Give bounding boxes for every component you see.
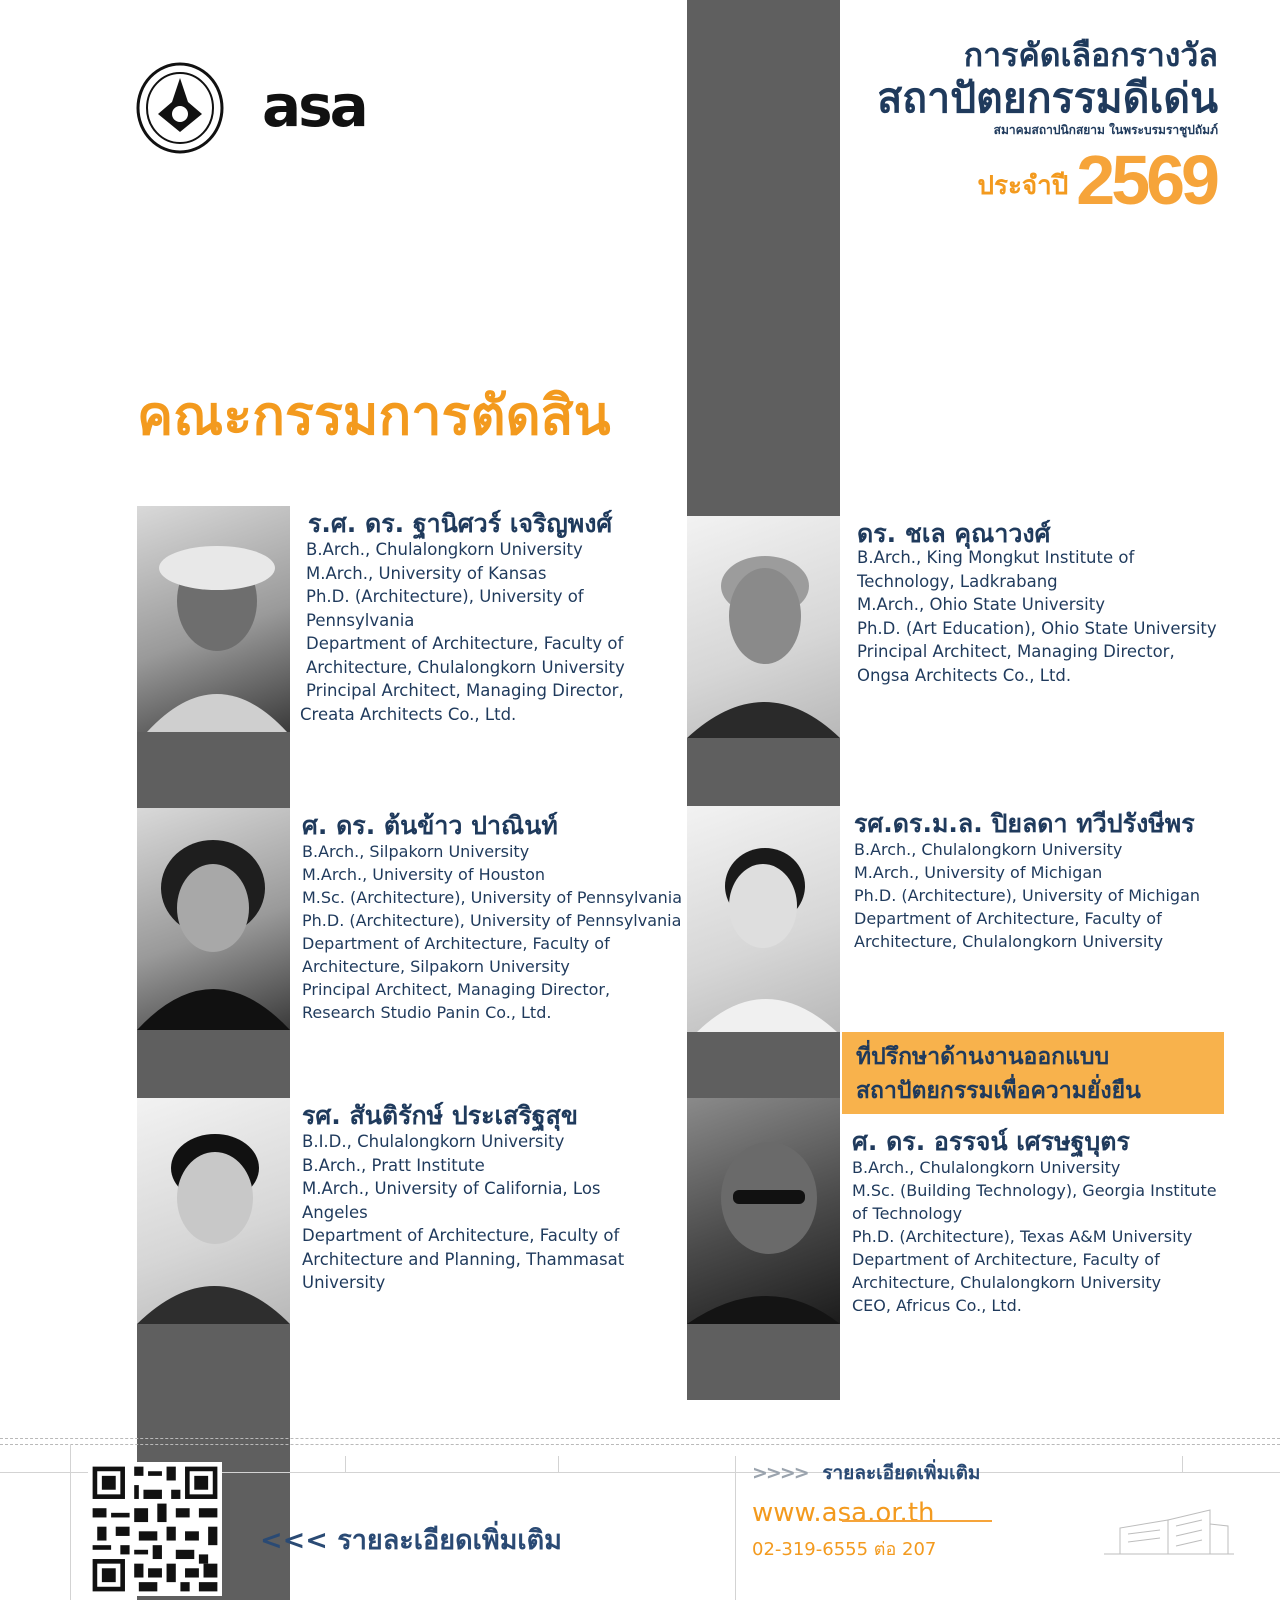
footer-grid-line bbox=[345, 1456, 346, 1472]
footer-grid-line bbox=[560, 1472, 735, 1473]
advisor-label-line2: สถาปัตยกรรมเพื่อความยั่งยืน bbox=[856, 1078, 1141, 1104]
judge-credentials-5 bbox=[302, 1130, 662, 1295]
award-title-line2: สถาปัตยกรรมดีเด่น bbox=[877, 74, 1218, 122]
footer-grid-line bbox=[70, 1444, 71, 1600]
credential-line: M.Arch., Ohio State University bbox=[857, 595, 1105, 614]
credential-line: Principal Architect, Managing Director, Research Studio Panin Co., Ltd. bbox=[302, 980, 611, 1022]
credential-line: M.Sc. (Architecture), University of Pennsylvania bbox=[302, 888, 683, 907]
judge-photo-3 bbox=[137, 808, 290, 1030]
judge-photo-6 bbox=[687, 1098, 840, 1324]
year-number: 2569 bbox=[1076, 141, 1216, 219]
credential-line: B.Arch., King Mongkut Institute of Technology, Ladkrabang bbox=[857, 548, 1135, 591]
footer-divider bbox=[0, 1444, 1280, 1445]
judge-photo-5 bbox=[137, 1098, 290, 1324]
website-underline bbox=[842, 1520, 992, 1522]
judge-name-3: ศ. ดร. ต้นข้าว ปาณินท์ bbox=[302, 811, 558, 840]
credential-line: B.Arch., Chulalongkorn University bbox=[306, 540, 583, 559]
credential-line: Ph.D. (Architecture), University of Pennsylvania bbox=[306, 587, 584, 630]
judge-name-1: ร.ศ. ดร. ฐานิศวร์ เจริญพงศ์ bbox=[308, 509, 613, 538]
section-heading: คณะกรรมการตัดสิน bbox=[137, 384, 611, 447]
judge-name-5: รศ. สันติรักษ์ ประเสริฐสุข bbox=[302, 1101, 578, 1130]
footer-grid-line bbox=[558, 1456, 559, 1472]
asa-wordmark-text: asa bbox=[262, 84, 366, 134]
year-label: ประจำปี bbox=[977, 171, 1069, 201]
judge-photo-4 bbox=[687, 806, 840, 1032]
organization-name: สมาคมสถาปนิกสยาม ในพระบรมราชูปถัมภ์ bbox=[993, 123, 1218, 137]
award-title-block bbox=[877, 36, 1218, 138]
footer-grid-line bbox=[1182, 1456, 1183, 1472]
judge-name-6: ศ. ดร. อรรจน์ เศรษฐบุตร bbox=[852, 1127, 1130, 1156]
credential-line: Creata Architects Co., Ltd. bbox=[300, 704, 517, 724]
judge-photo-2 bbox=[687, 516, 840, 738]
footer-divider bbox=[0, 1438, 1280, 1439]
judge-credentials-1 bbox=[300, 538, 666, 726]
advisor-label bbox=[842, 1032, 1224, 1114]
credential-line: Ph.D. (Architecture), University of Pennsylvania bbox=[302, 911, 682, 930]
judge-name-4: รศ.ดร.ม.ล. ปิยลดา ทวีปรังษีพร bbox=[854, 809, 1195, 838]
asa-seal-logo bbox=[136, 62, 224, 154]
credential-line: M.Sc. (Building Technology), Georgia Institute of Technology bbox=[852, 1181, 1217, 1223]
credential-line: M.Arch., University of Michigan bbox=[854, 863, 1103, 882]
credential-line: B.Arch., Chulalongkorn University bbox=[854, 840, 1123, 859]
phone-number: 02-319-6555 ต่อ 207 bbox=[752, 1539, 937, 1560]
credential-line: M.Arch., University of Kansas bbox=[306, 563, 547, 583]
credential-line: M.Arch., University of Houston bbox=[302, 865, 546, 884]
credential-line: Principal Architect, Managing Director, bbox=[306, 681, 624, 700]
credential-line: Department of Architecture, Faculty of Architecture, Chulalongkorn University bbox=[852, 1250, 1162, 1292]
award-year bbox=[977, 141, 1216, 219]
credential-line: Ph.D. (Architecture), Texas A&M University bbox=[852, 1227, 1193, 1246]
judge-credentials-2 bbox=[857, 546, 1217, 687]
footer-grid-line bbox=[735, 1456, 736, 1600]
judge-name-2: ดร. ชเล คุณาวงศ์ bbox=[857, 519, 1051, 548]
credential-line: Department of Architecture, Faculty of Architecture, Silpakorn University bbox=[302, 934, 610, 976]
judge-credentials-3 bbox=[302, 840, 692, 1024]
credential-line: Department of Architecture, Faculty of Architecture, Chulalongkorn University bbox=[854, 909, 1164, 951]
asa-wordmark-logo bbox=[262, 84, 412, 134]
judge-credentials-6 bbox=[852, 1156, 1232, 1317]
building-icon bbox=[1098, 1500, 1240, 1560]
advisor-label-line1: ที่ปรึกษาด้านงานออกแบบ bbox=[856, 1044, 1110, 1070]
more-details-link-right[interactable] bbox=[752, 1458, 980, 1488]
credential-line: CEO, Africus Co., Ltd. bbox=[852, 1296, 1022, 1315]
credential-line: Principal Architect, Managing Director, Ongsa Architects Co., Ltd. bbox=[857, 642, 1175, 685]
credential-line: Ph.D. (Architecture), University of Michigan bbox=[854, 886, 1201, 905]
website-link[interactable]: www.asa.or.th bbox=[752, 1498, 935, 1528]
judge-photo-1 bbox=[137, 506, 290, 732]
credential-line: B.I.D., Chulalongkorn University bbox=[302, 1132, 565, 1151]
credential-line: Ph.D. (Art Education), Ohio State University bbox=[857, 618, 1217, 638]
award-title-line1: การคัดเลือกรางวัล bbox=[963, 36, 1218, 74]
judge-credentials-4 bbox=[854, 838, 1234, 953]
credential-line: B.Arch., Pratt Institute bbox=[302, 1155, 485, 1175]
arrows-icon: >>>> bbox=[752, 1462, 808, 1484]
credential-line: B.Arch., Chulalongkorn University bbox=[852, 1158, 1121, 1177]
more-details-link-left[interactable]: <<< รายละเอียดเพิ่มเติม bbox=[260, 1525, 562, 1556]
qr-code[interactable] bbox=[88, 1462, 222, 1596]
credential-line: M.Arch., University of California, Los Angeles bbox=[302, 1179, 601, 1222]
credential-line: Department of Architecture, Faculty of Architecture and Planning, Thammasat University bbox=[302, 1226, 625, 1292]
more-details-label: รายละเอียดเพิ่มเติม bbox=[822, 1462, 981, 1484]
credential-line: B.Arch., Silpakorn University bbox=[302, 842, 530, 861]
credential-line: Department of Architecture, Faculty of Architecture, Chulalongkorn University bbox=[306, 634, 625, 677]
